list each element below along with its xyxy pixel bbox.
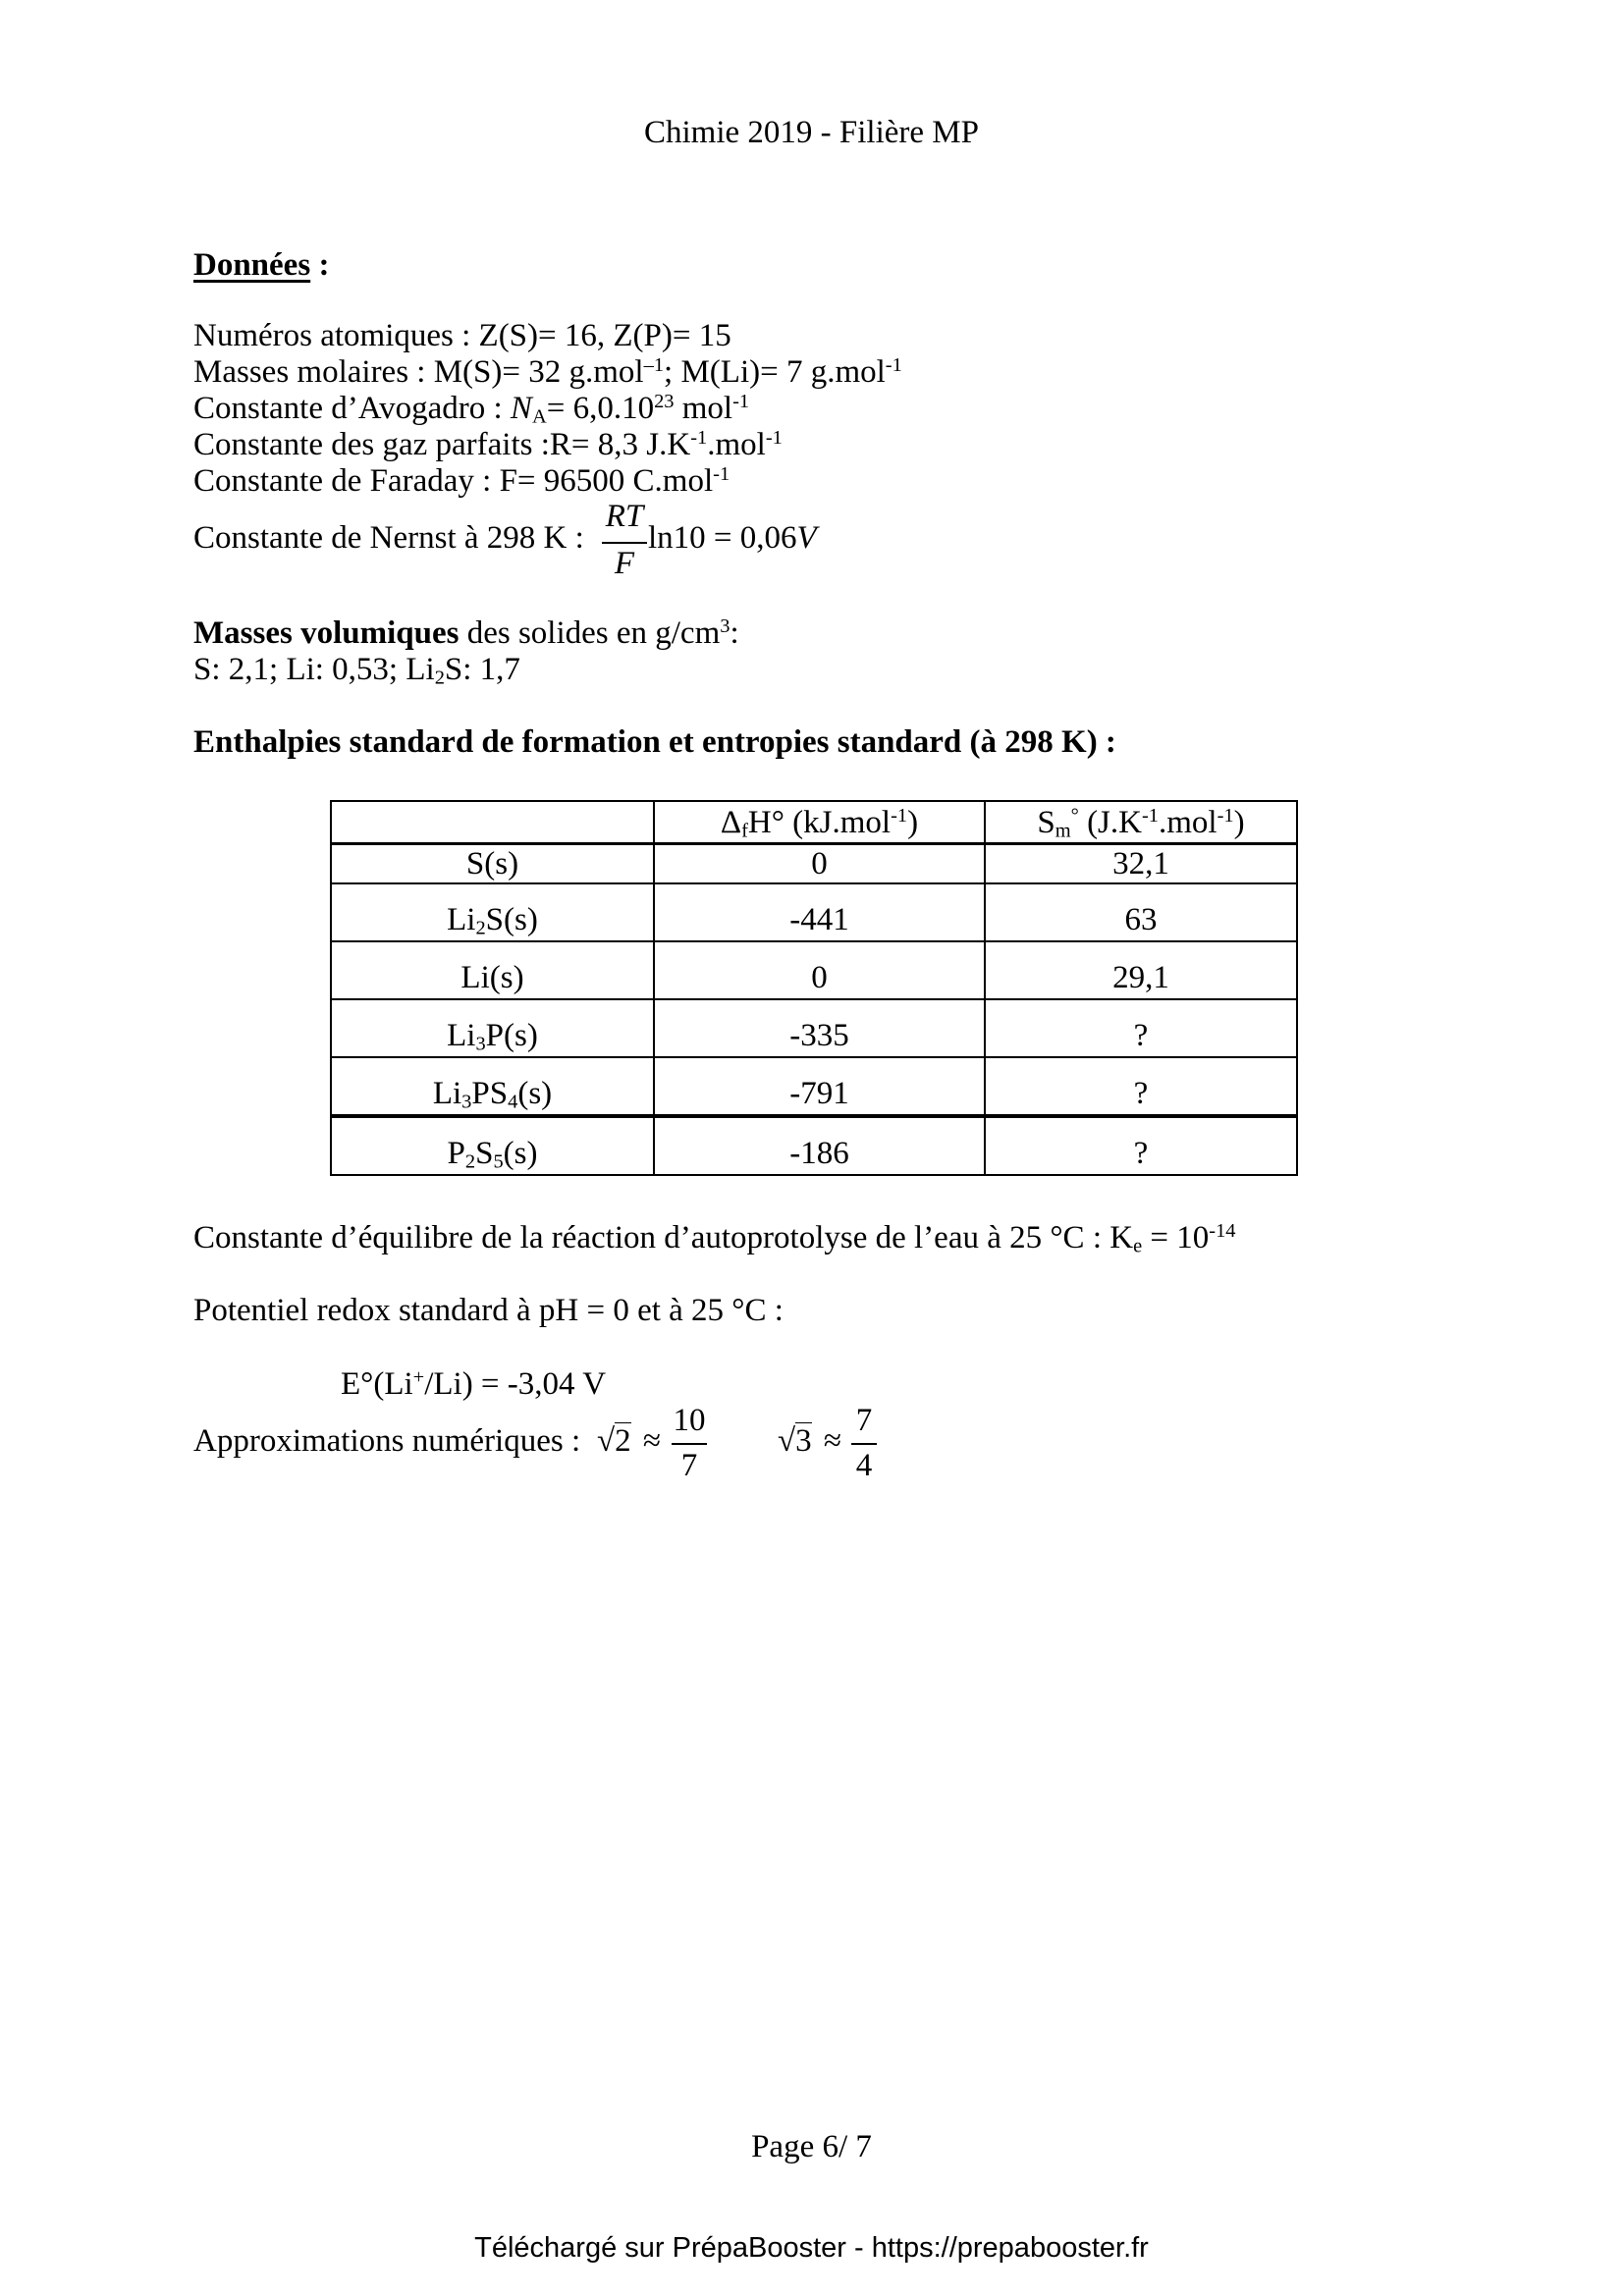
masses-volumiques-line bbox=[193, 614, 739, 651]
species-subscript: 2 bbox=[475, 917, 486, 939]
masses-volumiques-values bbox=[193, 652, 520, 689]
species-part: P(s) bbox=[485, 1018, 538, 1053]
dfh-cell: 0 bbox=[654, 941, 985, 999]
table-row bbox=[331, 1057, 1297, 1116]
sqrt3-expression bbox=[778, 1425, 841, 1458]
species-part: Li bbox=[432, 1076, 462, 1111]
dfh-cell: 0 bbox=[654, 844, 985, 884]
species-part: PS bbox=[471, 1076, 509, 1111]
species-subscript: 5 bbox=[493, 1150, 504, 1173]
sqrt2-fraction bbox=[672, 1405, 707, 1483]
sqrt3-numerator: 7 bbox=[855, 1403, 873, 1438]
species-part: S(s) bbox=[465, 846, 519, 881]
approx-icon: ≈ bbox=[823, 1423, 841, 1459]
masses-molaires-exp-1: –1 bbox=[643, 353, 665, 376]
table-body bbox=[331, 844, 1297, 1176]
donnees-heading bbox=[193, 249, 329, 282]
sm-text-b: .mol bbox=[1159, 805, 1217, 840]
sqrt3-fraction bbox=[851, 1405, 877, 1483]
download-footer[interactable]: Téléchargé sur PrépaBooster - https://prepabooster.fr bbox=[474, 2232, 1149, 2264]
avogadro-unit-exp: -1 bbox=[732, 390, 750, 412]
sm-cell: ? bbox=[985, 1057, 1297, 1116]
avogadro-exponent: 23 bbox=[654, 390, 675, 412]
species-cell bbox=[331, 999, 654, 1057]
sm-sub: m bbox=[1055, 820, 1071, 842]
species-subscript: 3 bbox=[475, 1033, 486, 1055]
masses-molaires-text-b: ; M(Li)= 7 g.mol bbox=[664, 354, 886, 390]
species-part: Li bbox=[447, 1018, 476, 1053]
dfh-cell: -186 bbox=[654, 1116, 985, 1175]
masses-molaires-line bbox=[193, 353, 902, 390]
dfh-exp: -1 bbox=[891, 804, 908, 827]
donnees-heading-colon: : bbox=[310, 247, 330, 283]
species-part: Li bbox=[447, 902, 476, 937]
table-row bbox=[331, 844, 1297, 884]
species-part: (s) bbox=[517, 1076, 553, 1111]
species-cell bbox=[331, 1116, 654, 1175]
avogadro-unit: mol bbox=[674, 391, 733, 426]
dfh-cell: -335 bbox=[654, 999, 985, 1057]
masses-molaires-text-a: Masses molaires : M(S)= 32 g.mol bbox=[193, 354, 644, 390]
masses-molaires-exp-2: -1 bbox=[885, 353, 902, 376]
thermo-table bbox=[330, 800, 1298, 1176]
sqrt2-numerator: 10 bbox=[673, 1403, 706, 1438]
sm-cell: ? bbox=[985, 999, 1297, 1057]
dfh-cell: -441 bbox=[654, 883, 985, 941]
dfh-close: ) bbox=[907, 805, 919, 840]
table-row bbox=[331, 941, 1297, 999]
nernst-equals: = bbox=[705, 520, 740, 556]
gaz-text-a: Constante des gaz parfaits :R= 8,3 J.K bbox=[193, 427, 691, 462]
species-cell bbox=[331, 941, 654, 999]
sqrt-icon: √ bbox=[778, 1423, 796, 1459]
ke-text-b: = 10 bbox=[1142, 1220, 1210, 1255]
dfh-delta: Δ bbox=[720, 805, 742, 840]
gaz-exp-1: -1 bbox=[690, 426, 708, 449]
species-cell bbox=[331, 844, 654, 884]
nernst-unit: V bbox=[796, 520, 817, 556]
masses-volumiques-rest: des solides en g/cm bbox=[459, 615, 721, 651]
avogadro-symbol-sub: A bbox=[531, 405, 547, 428]
sm-cell: ? bbox=[985, 1116, 1297, 1175]
sm-s: S bbox=[1037, 805, 1055, 840]
page-header-title: Chimie 2019 - Filière MP bbox=[644, 115, 979, 150]
dfh-sub: f bbox=[741, 820, 748, 842]
mv-values-b: S: 1,7 bbox=[444, 652, 520, 687]
numeros-atomiques-line: Numéros atomiques : Z(S)= 16, Z(P)= 15 bbox=[193, 318, 731, 353]
nernst-fraction bbox=[602, 501, 647, 579]
faraday-line bbox=[193, 462, 730, 499]
species-subscript: 2 bbox=[464, 1150, 476, 1173]
approx-label: Approximations numériques : bbox=[193, 1423, 581, 1459]
sm-cell: 32,1 bbox=[985, 844, 1297, 884]
mv-values-sub: 2 bbox=[434, 667, 445, 689]
dfh-text: H° (kJ.mol bbox=[747, 805, 892, 840]
avogadro-symbol: N bbox=[510, 391, 532, 426]
sqrt2-radicand: 2 bbox=[615, 1423, 631, 1459]
nernst-denominator: F bbox=[614, 546, 635, 581]
sqrt-icon: √ bbox=[597, 1423, 616, 1459]
avogadro-value: = 6,0.10 bbox=[546, 391, 655, 426]
species-subscript: 4 bbox=[508, 1091, 518, 1113]
nernst-ln10: ln10 bbox=[648, 520, 706, 556]
sm-degree: ° bbox=[1070, 804, 1079, 827]
potentiel-line: Potentiel redox standard à pH = 0 et à 25 °C : bbox=[193, 1293, 784, 1328]
nernst-value: 0,06 bbox=[739, 520, 797, 556]
species-part: (s) bbox=[503, 1136, 538, 1171]
gaz-text-b: .mol bbox=[707, 427, 766, 462]
sm-exp-1: -1 bbox=[1141, 804, 1160, 827]
nernst-rest bbox=[648, 522, 817, 555]
sqrt3-fraction-bar bbox=[851, 1443, 877, 1445]
sqrt3-denominator: 4 bbox=[855, 1448, 873, 1483]
sqrt2-denominator: 7 bbox=[680, 1448, 698, 1483]
table-header-dfh bbox=[654, 801, 985, 844]
sm-close: ) bbox=[1233, 805, 1245, 840]
masses-volumiques-exp: 3 bbox=[720, 614, 730, 637]
gaz-parfaits-line bbox=[193, 426, 783, 462]
ke-exp: -14 bbox=[1209, 1219, 1236, 1242]
e0-text-a: E°(Li bbox=[341, 1366, 413, 1402]
masses-volumiques-bold: Masses volumiques bbox=[193, 615, 460, 651]
table-row bbox=[331, 1116, 1297, 1175]
species-cell bbox=[331, 883, 654, 941]
page-number: Page 6/ 7 bbox=[751, 2129, 872, 2164]
avogadro-line bbox=[193, 390, 750, 428]
species-cell bbox=[331, 1057, 654, 1116]
table-row bbox=[331, 883, 1297, 941]
table-row bbox=[331, 999, 1297, 1057]
gaz-exp-2: -1 bbox=[765, 426, 783, 449]
ke-sub: e bbox=[1133, 1235, 1143, 1257]
nernst-label: Constante de Nernst à 298 K : bbox=[193, 520, 584, 556]
table-header-sm bbox=[985, 801, 1297, 844]
faraday-text: Constante de Faraday : F= 96500 C.mol bbox=[193, 463, 714, 499]
table-header-row bbox=[331, 801, 1297, 844]
sqrt2-fraction-bar bbox=[672, 1443, 707, 1445]
sm-exp-2: -1 bbox=[1217, 804, 1234, 827]
e0-line bbox=[341, 1365, 607, 1402]
sm-cell: 29,1 bbox=[985, 941, 1297, 999]
e0-text-b: /Li) = -3,04 V bbox=[424, 1366, 607, 1402]
nernst-fraction-bar bbox=[602, 542, 647, 544]
mv-values-a: S: 2,1; Li: 0,53; Li bbox=[193, 652, 435, 687]
table-header-empty bbox=[331, 801, 654, 844]
enthalpies-heading: Enthalpies standard de formation et entropies standard (à 298 K) : bbox=[193, 724, 1116, 760]
masses-volumiques-colon: : bbox=[730, 615, 739, 651]
e0-sup: + bbox=[412, 1365, 425, 1388]
species-part: S bbox=[475, 1136, 494, 1171]
ke-text-a: Constante d’équilibre de la réaction d’autoprotolyse de l’eau à 25 °C : K bbox=[193, 1220, 1134, 1255]
sqrt2-expression bbox=[597, 1425, 661, 1458]
species-part: P bbox=[447, 1136, 465, 1171]
species-subscript: 3 bbox=[461, 1091, 472, 1113]
approx-icon: ≈ bbox=[642, 1423, 661, 1459]
ke-line bbox=[193, 1219, 1236, 1257]
dfh-cell: -791 bbox=[654, 1057, 985, 1116]
sm-text-a: (J.K bbox=[1078, 805, 1142, 840]
sqrt3-radicand: 3 bbox=[795, 1423, 812, 1459]
avogadro-label: Constante d’Avogadro : bbox=[193, 391, 511, 426]
species-part: S(s) bbox=[485, 902, 538, 937]
species-part: Li(s) bbox=[460, 960, 524, 995]
donnees-heading-label: Données bbox=[193, 247, 311, 283]
faraday-exp: -1 bbox=[713, 462, 730, 485]
sm-cell: 63 bbox=[985, 883, 1297, 941]
nernst-numerator: RT bbox=[605, 499, 644, 534]
